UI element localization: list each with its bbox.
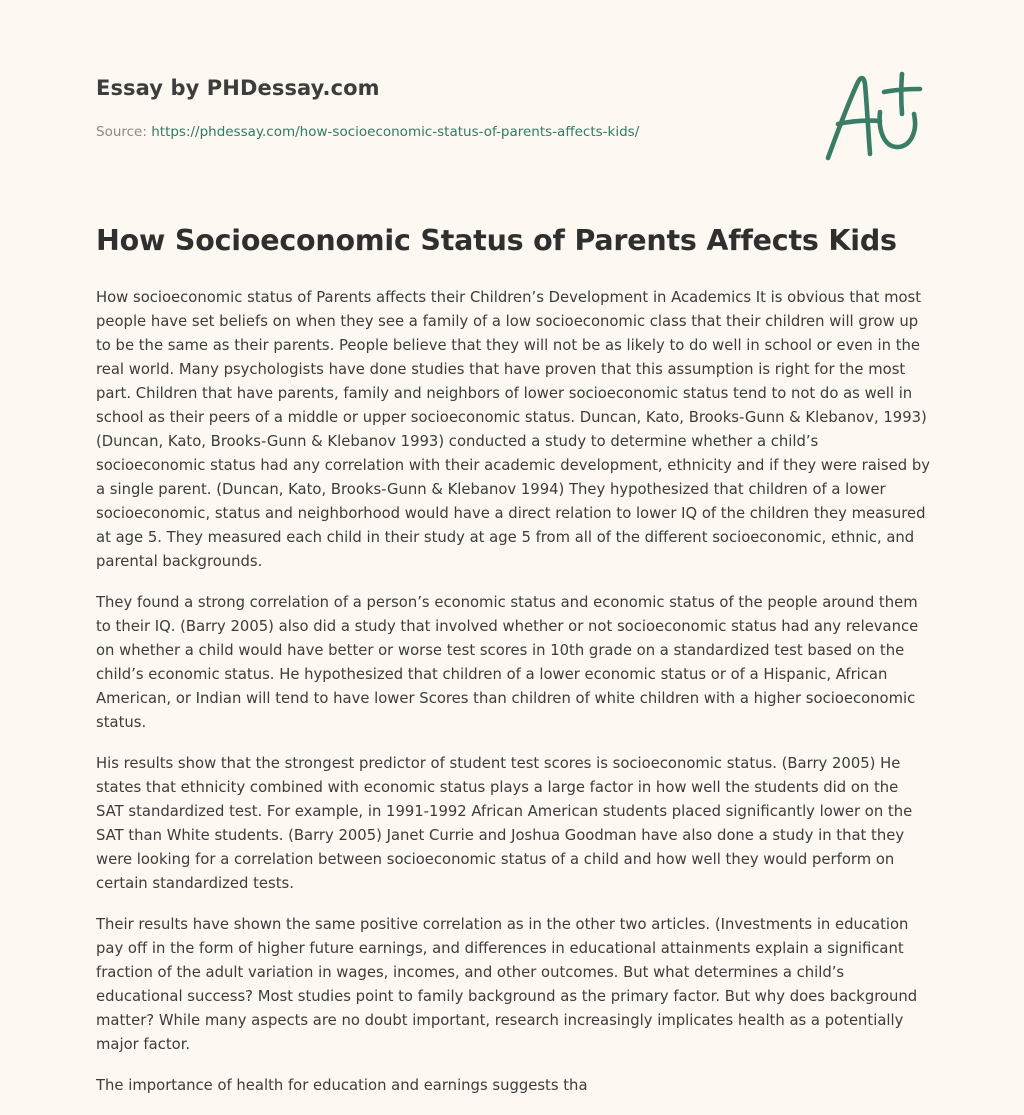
essay-title: How Socioeconomic Status of Parents Affects Kids [96,224,897,257]
essay-paragraph: His results show that the strongest predictor of student test scores is socioeconomic status. (Barry 2005) He states that ethnicity combined with economic status plays a large factor in how well the students did on the SAT standardized test. For example, in 1991-1992 African American students placed significantly lower on the SAT than White students. (Barry 2005) Janet Currie and Joshua Goodman have also done a study in that they were looking for a correlation between socioeconomic status of a child and how well they would perform on certain standardized tests. [96,755,913,892]
essay-body [96,286,930,1115]
source-link[interactable]: https://phdessay.com/how-socioeconomic-status-of-parents-affects-kids/ [151,124,640,140]
essay-paragraph: The importance of health for education and earnings suggests tha [96,1077,588,1094]
source-label: Source: [96,124,152,140]
essay-paragraph: How socioeconomic status of Parents affects their Children’s Development in Academics It is obvious that most people have set beliefs on when they see a family of a low socioeconomic class that their children will grow up to be the same as their parents. People believe that they will not be as likely to do well in school or even in the real world. Many psychologists have done studies that have proven that this assumption is right for the most part. Children that have parents, family and neighbors of lower socioeconomic status tend to not do as well in school as their peers of a middle or upper socioeconomic status. Duncan, Kato, Brooks-Gunn & Klebanov, 1993) (Duncan, Kato, Brooks-Gunn & Klebanov 1993) conducted a study to determine whether a child’s socioeconomic status had any correlation with their academic development, ethnicity and if they were raised by a single parent. (Duncan, Kato, Brooks-Gunn & Klebanov 1994) They hypothesized that children of a lower socioeconomic, status and neighborhood would have a direct relation to lower IQ of the children they measured at age 5. They measured each child in their study at age 5 from all of the different socioeconomic, ethnic, and parental backgrounds. [96,289,930,570]
source-line [96,124,639,140]
essay-paragraph: They found a strong correlation of a person’s economic status and economic status of the people around them to their IQ. (Barry 2005) also did a study that involved whether or not socioeconomic status had any relevance on whether a child would have better or worse test scores in 10th grade on a standardized test based on the child’s economic status. He hypothesized that children of a lower economic status or of a Hispanic, African American, or Indian will tend to have lower Scores than children of white children with a higher socioeconomic status. [96,594,919,731]
site-brand: Essay by PHDessay.com [96,76,380,100]
essay-paragraph: Their results have shown the same positive correlation as in the other two articles. (Investments in education pay off in the form of higher future earnings, and differences in educational attainments explain a significant fraction of the adult variation in wages, incomes, and other outcomes. But what determines a child’s educational success? Most studies point to family background as the primary factor. But why does background matter? While many aspects are no doubt important, research increasingly implicates health as a potentially major factor. [96,916,918,1053]
a-plus-logo-icon [822,68,926,164]
